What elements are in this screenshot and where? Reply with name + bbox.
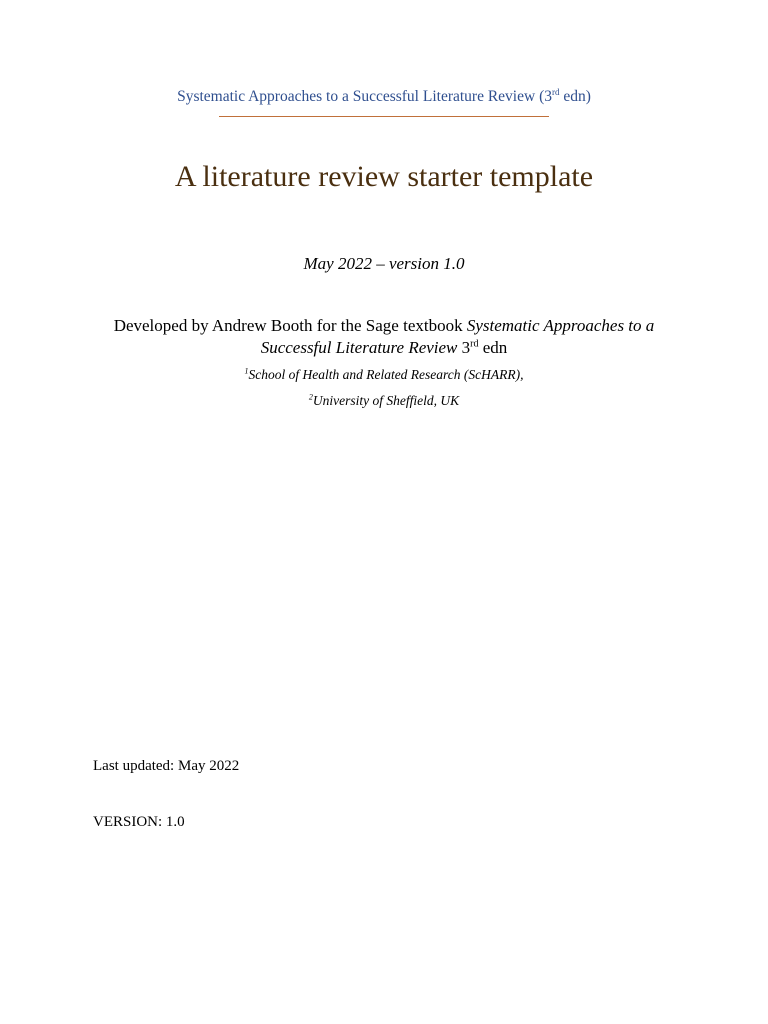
credit-edition-number: 3 <box>457 338 471 357</box>
credit-edition-superscript: rd <box>470 338 479 350</box>
author-credit <box>80 315 688 359</box>
series-title-text: Systematic Approaches to a Successful Literature Review (3 <box>177 88 552 105</box>
affiliation-text: School of Health and Related Research (ScHARR), <box>248 367 524 382</box>
book-series-header <box>0 87 768 107</box>
version-text: VERSION: 1.0 <box>93 814 185 830</box>
credit-edition-tail: edn <box>478 338 508 357</box>
affiliation-2 <box>0 392 768 410</box>
credit-book-title: Systematic Approaches to a Successful Literature Review <box>260 316 655 357</box>
version-date-line: May 2022 – version 1.0 <box>303 254 465 273</box>
affiliation-marker: 2 <box>308 392 313 402</box>
affiliation-marker: 1 <box>244 366 249 376</box>
header-divider <box>219 116 549 117</box>
affiliation-1 <box>0 366 768 384</box>
series-title-tail: edn) <box>559 88 591 105</box>
affiliation-text: University of Sheffield, UK <box>312 393 460 408</box>
last-updated-text: Last updated: May 2022 <box>93 758 240 774</box>
credit-lead-text: Developed by Andrew Booth for the Sage textbook <box>113 316 467 335</box>
document-title: A literature review starter template <box>174 160 594 193</box>
series-edition-superscript: rd <box>551 86 560 97</box>
